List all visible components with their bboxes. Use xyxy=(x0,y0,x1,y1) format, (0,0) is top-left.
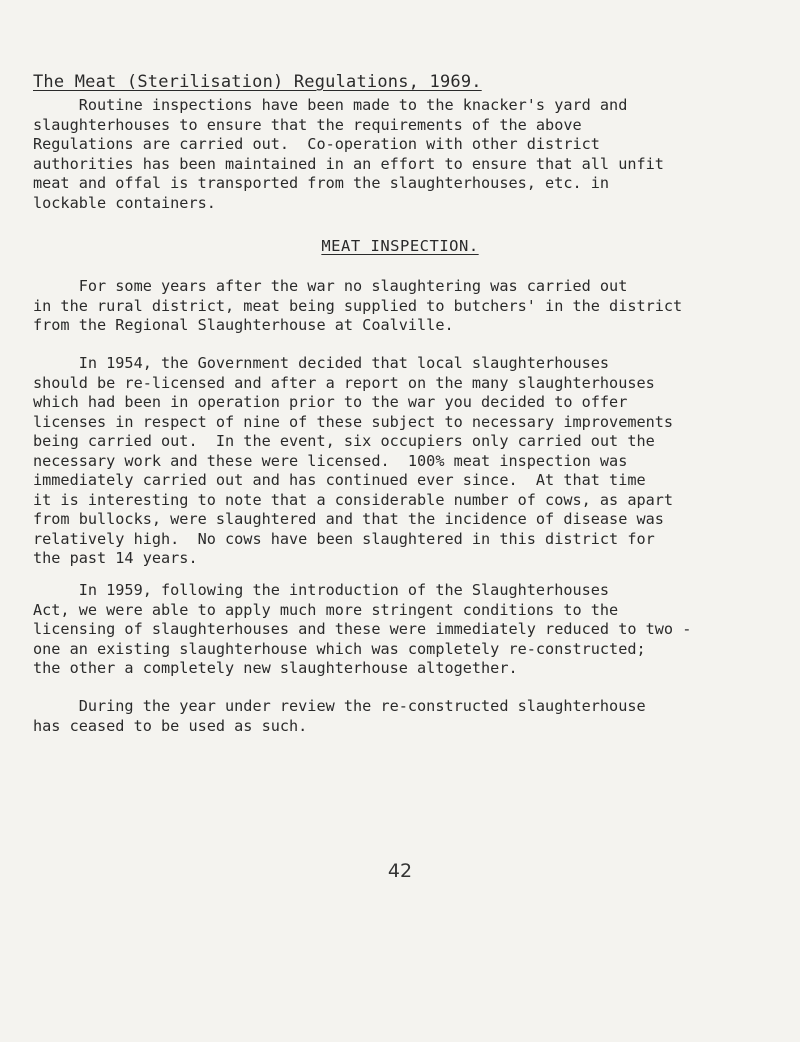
text-line: Regulations are carried out. Co-operation with other district xyxy=(33,135,600,153)
text-line: should be re-licensed and after a report on the many slaughterhouses xyxy=(33,373,655,392)
text-line: necessary work and these were licensed. 100% meat inspection was xyxy=(33,451,628,470)
text-line: During the year under review the re-constructed slaughterhouse xyxy=(33,697,646,715)
text-line: being carried out. In the event, six occupiers only carried out the xyxy=(33,432,655,450)
text-line: Routine inspections have been made to the knacker's yard and xyxy=(33,96,628,114)
text-line: immediately carried out and has continued ever since. At that time xyxy=(33,471,646,489)
text-line: In 1959, following the introduction of the Slaughterhouses xyxy=(33,581,610,599)
paragraph-post-war xyxy=(33,277,793,336)
text-line: relatively high. No cows have been slaughtered in this district for xyxy=(33,529,655,548)
paragraph-1954 xyxy=(33,354,793,569)
text-line: In 1954, the Government decided that local slaughterhouses xyxy=(33,354,610,372)
paragraph-routine-inspections xyxy=(33,96,793,213)
text-line: one an existing slaughterhouse which was completely re-constructed; xyxy=(33,639,646,658)
text-line: authorities has been maintained in an effort to ensure that all unfit xyxy=(33,154,664,173)
regulations-heading: The Meat (Sterilisation) Regulations, 1969. xyxy=(33,72,482,92)
text-line: from bullocks, were slaughtered and that the incidence of disease was xyxy=(33,510,664,528)
text-line: it is interesting to note that a considerable number of cows, as apart xyxy=(33,490,674,509)
paragraph-year-under-review xyxy=(33,697,793,736)
paragraph-1959 xyxy=(33,581,793,679)
text-line: has ceased to be used as such. xyxy=(33,716,308,735)
section-title-meat-inspection: MEAT INSPECTION. xyxy=(321,237,479,255)
text-line: meat and offal is transported from the slaughterhouses, etc. in xyxy=(33,174,610,192)
text-line: in the rural district, meat being supplied to butchers' in the district xyxy=(33,296,683,315)
text-line: slaughterhouses to ensure that the requirements of the above xyxy=(33,115,582,134)
text-line: the past 14 years. xyxy=(33,549,198,567)
text-line: from the Regional Slaughterhouse at Coalville. xyxy=(33,316,454,334)
text-line: licenses in respect of nine of these subject to necessary improvements xyxy=(33,412,674,431)
text-line: licensing of slaughterhouses and these were immediately reduced to two - xyxy=(33,620,692,638)
text-line: lockable containers. xyxy=(33,193,216,212)
page-number: 42 xyxy=(387,860,413,882)
text-line: the other a completely new slaughterhouse altogether. xyxy=(33,659,518,677)
text-line: which had been in operation prior to the war you decided to offer xyxy=(33,393,628,411)
text-line: For some years after the war no slaughtering was carried out xyxy=(33,277,628,295)
text-line: Act, we were able to apply much more stringent conditions to the xyxy=(33,600,619,619)
